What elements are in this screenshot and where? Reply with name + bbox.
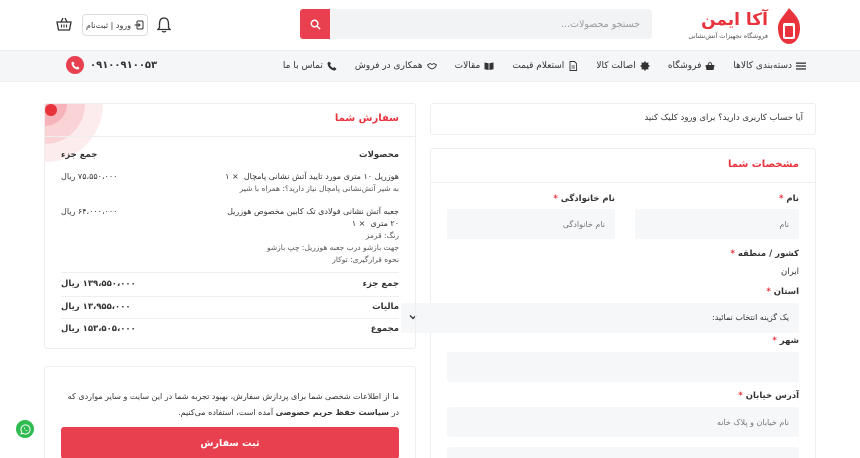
nav-label: تماس با ما — [282, 61, 323, 71]
product-meta: جهت بازشو درب جعبه هوزریل: چپ بازشو — [267, 243, 399, 252]
last-name-label: نام خانوادگی * — [553, 194, 615, 204]
country-label: کشور / منطقه * — [730, 249, 799, 259]
tax-value: ۱۳،۹۵۵،۰۰۰ ریال — [61, 302, 131, 312]
nav-label: فروشگاه — [667, 61, 702, 71]
state-select-value: یک گزینه انتخاب نمائید: — [712, 313, 789, 322]
product-meta: به شیر آتش‌نشانی پامچال نیاز دارید؟: همراه با شیر — [239, 184, 399, 193]
divider — [61, 272, 399, 273]
product-name: جعبه آتش نشانی فولادی تک کابین مخصوص هوزریل — [227, 207, 399, 216]
nav-categories[interactable] — [733, 61, 806, 71]
search-bar — [300, 9, 652, 39]
nav-label: دسته‌بندی کالاها — [733, 61, 792, 71]
privacy-section — [44, 366, 416, 458]
document-icon — [568, 61, 578, 71]
product-price: ۶۴،۰۰۰،۰۰۰ ریال — [61, 207, 118, 216]
product-meta: رنگ: قرمز — [365, 231, 399, 240]
search-input[interactable] — [336, 9, 646, 39]
phone-circle-icon — [66, 56, 84, 74]
fire-extinguisher-logo-icon — [774, 6, 804, 46]
address-label: آدرس خیابان * — [738, 391, 799, 401]
phone-icon — [327, 61, 337, 71]
city-label: شهر * — [772, 336, 799, 346]
first-name-input[interactable] — [635, 209, 799, 239]
divider — [431, 182, 815, 183]
login-button[interactable] — [82, 14, 148, 36]
nav-label: استعلام قیمت — [512, 61, 565, 71]
state-label: استان * — [766, 287, 799, 297]
billing-title: مشخصات شما — [727, 159, 799, 170]
bell-icon[interactable] — [155, 16, 173, 34]
site-logo[interactable] — [688, 6, 804, 46]
privacy-text: ما از اطلاعات شخصی شما برای پردازش سفارش، بهبود تجربه شما در این سایت و سایر مواردی که در سیاست حفظ حریم خصوصی آمده است، استفاده می‌کنیم. — [67, 392, 399, 417]
billing-details — [430, 148, 816, 458]
search-icon — [310, 19, 321, 30]
login-notice-text: آیا حساب کاربری دارید؟ برای ورود کلیک کنید — [644, 113, 803, 123]
login-notice[interactable] — [430, 103, 816, 135]
product-meta: نحوه قرارگیری: توکار — [332, 255, 399, 264]
badge-icon — [640, 61, 650, 71]
product-name: هوزریل ۱۰ متری مورد تایید آتش نشانی پامچال × ۱ — [225, 172, 399, 181]
country-value: ایران — [780, 267, 799, 277]
basket-icon — [705, 61, 715, 71]
book-icon — [484, 61, 494, 71]
whatsapp-icon — [20, 424, 31, 435]
handshake-icon — [427, 61, 437, 71]
nav-contact[interactable] — [283, 61, 337, 71]
divider — [61, 296, 399, 297]
total-label: مجموع — [370, 324, 399, 334]
products-header: محصولات — [359, 150, 399, 160]
nav-price-inquiry[interactable] — [512, 61, 578, 71]
main-nav — [0, 50, 860, 82]
subtotal-label: جمع جزء — [362, 279, 399, 289]
nav-authenticity[interactable] — [596, 61, 650, 71]
last-name-input[interactable] — [447, 209, 615, 239]
tax-label: مالیات — [372, 302, 399, 312]
nav-shop[interactable] — [668, 61, 716, 71]
login-label: ورود | ثبت‌نام — [85, 20, 132, 30]
divider — [61, 318, 399, 319]
product-price: ۷۵،۵۵۰،۰۰۰ ریال — [61, 172, 118, 181]
place-order-button[interactable]: ثبت سفارش — [61, 427, 399, 458]
nav-affiliate[interactable] — [355, 61, 437, 71]
search-button[interactable] — [300, 9, 330, 39]
login-icon — [134, 20, 144, 30]
first-name-label: نام * — [778, 194, 799, 204]
whatsapp-button[interactable] — [16, 420, 34, 438]
logo-subtitle: فروشگاه تجهیزات آتش‌نشانی — [688, 32, 768, 40]
site-header — [0, 0, 860, 50]
subtotal-header: جمع جزء — [61, 150, 98, 160]
nav-articles[interactable] — [455, 61, 495, 71]
total-value: ۱۵۳،۵۰۵،۰۰۰ ریال — [61, 324, 136, 334]
phone-number: ۰۹۱۰۰۹۱۰۰۵۳ — [90, 59, 158, 71]
nav-label: مقالات — [454, 61, 481, 71]
support-phone[interactable] — [66, 56, 157, 74]
cart-icon[interactable] — [55, 15, 73, 33]
order-summary — [44, 103, 416, 349]
divider — [45, 136, 415, 137]
nav-label: همکاری در فروش — [354, 61, 423, 71]
product-name-line-2: ۲۰ متری × ۱ — [351, 219, 399, 228]
address-input[interactable] — [447, 407, 799, 437]
address-line-2-input[interactable] — [447, 447, 799, 458]
subtotal-value: ۱۳۹،۵۵۰،۰۰۰ ریال — [61, 279, 136, 289]
state-select[interactable] — [401, 303, 799, 333]
order-title: سفارش شما — [334, 113, 399, 124]
logo-title: آکا ایمن — [701, 10, 768, 30]
privacy-policy-link[interactable]: سیاست حفظ حریم خصوصی — [275, 408, 390, 417]
city-input[interactable] — [447, 352, 799, 382]
nav-label: اصالت کالا — [596, 61, 636, 71]
menu-icon — [796, 61, 806, 71]
